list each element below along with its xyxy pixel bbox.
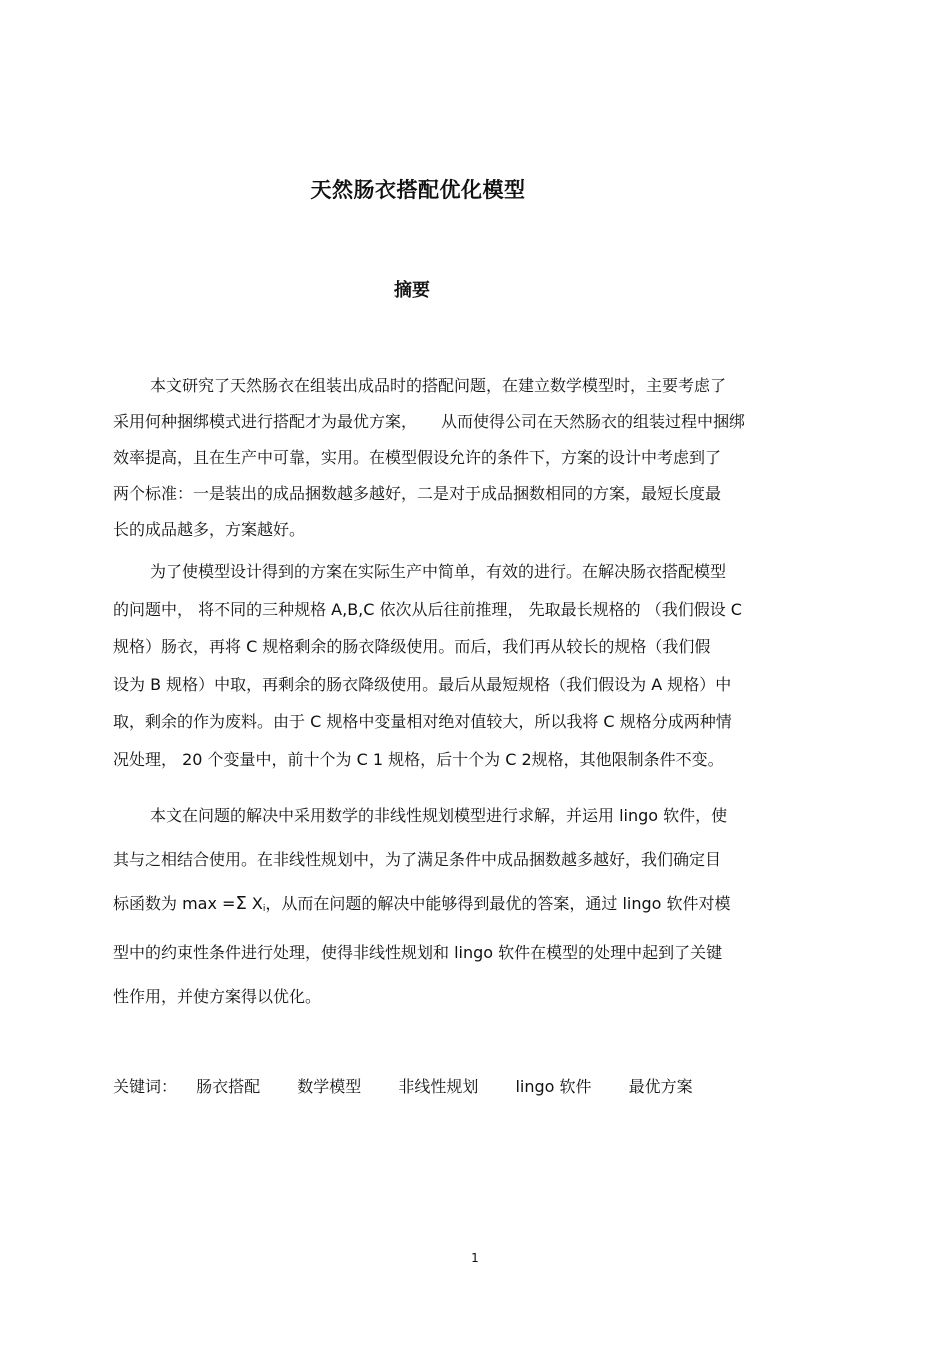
text-line: 性作用，并使方案得以优化。: [113, 987, 322, 1006]
sum-symbol: Σ: [235, 893, 247, 914]
page-number: 1: [471, 1251, 479, 1265]
text-line: 型中的约束性条件进行处理，使得非线性规划和 lingo 软件在模型的处理中起到了关键: [113, 943, 723, 962]
keyword: lingo 软件: [515, 1077, 592, 1096]
formula-line: [113, 882, 833, 931]
abstract-paragraph-3: [113, 794, 833, 1019]
text-line: 本文研究了天然肠衣在组装出成品时的搭配问题，在建立数学模型时，主要考虑了: [150, 376, 727, 395]
keyword: 非线性规划: [398, 1077, 479, 1096]
text-line: 况处理， 20 个变量中，前十个为 C 1 规格，后十个为 C 2规格，其他限制条件不变。: [113, 749, 724, 769]
formula-prefix: 标函数为 max =: [113, 894, 236, 913]
text-line: 效率提高，且在生产中可靠，实用。在模型假设允许的条件下，方案的设计中考虑到了: [113, 448, 722, 467]
text-line: 设为 B 规格）中取，再剩余的肠衣降级使用。最后从最短规格（我们假设为 A 规格）中: [113, 674, 732, 694]
formula-suffix: ，从而在问题的解决中能够得到最优的答案，通过 lingo 软件对模: [265, 894, 731, 913]
abstract-paragraph-2: [113, 553, 833, 778]
text-line: 为了使模型设计得到的方案在实际生产中简单，有效的进行。在解决肠衣搭配模型: [150, 562, 727, 581]
text-line: 的问题中， 将不同的三种规格 A,B,C 依次从后往前推理， 先取最长规格的 （我们假设 C: [113, 599, 742, 619]
abstract-paragraph-1: [113, 368, 833, 548]
keyword: 最优方案: [628, 1077, 693, 1096]
abstract-heading: 摘要: [394, 280, 430, 301]
text-line: 采用何种捆绑模式进行搭配才为最优方案， 从而使得公司在天然肠衣的组装过程中捆绑: [113, 412, 746, 431]
keyword: 数学模型: [297, 1077, 362, 1096]
keyword: 肠衣搭配: [196, 1077, 261, 1096]
formula-subscript: i: [262, 904, 266, 914]
text-line: 两个标准：一是装出的成品捆数越多越好，二是对于成品捆数相同的方案，最短长度最: [113, 484, 722, 503]
text-line: 本文在问题的解决中采用数学的非线性规划模型进行求解，并运用 lingo 软件，使: [150, 806, 728, 825]
keywords-label: 关键词：: [113, 1077, 178, 1096]
text-line: 其与之相结合使用。在非线性规划中，为了满足条件中成品捆数越多越好，我们确定目: [113, 850, 722, 869]
text-line: 规格）肠衣，再将 C 规格剩余的肠衣降级使用。而后，我们再从较长的规格（我们假: [113, 637, 711, 656]
formula-variable: X: [246, 894, 263, 913]
text-line: 长的成品越多，方案越好。: [113, 520, 306, 539]
text-line: 取，剩余的作为废料。由于 C 规格中变量相对绝对值较大，所以我将 C 规格分成两种情: [113, 712, 732, 731]
keywords-line: [113, 1074, 725, 1097]
paper-title: 天然肠衣搭配优化模型: [310, 178, 526, 202]
